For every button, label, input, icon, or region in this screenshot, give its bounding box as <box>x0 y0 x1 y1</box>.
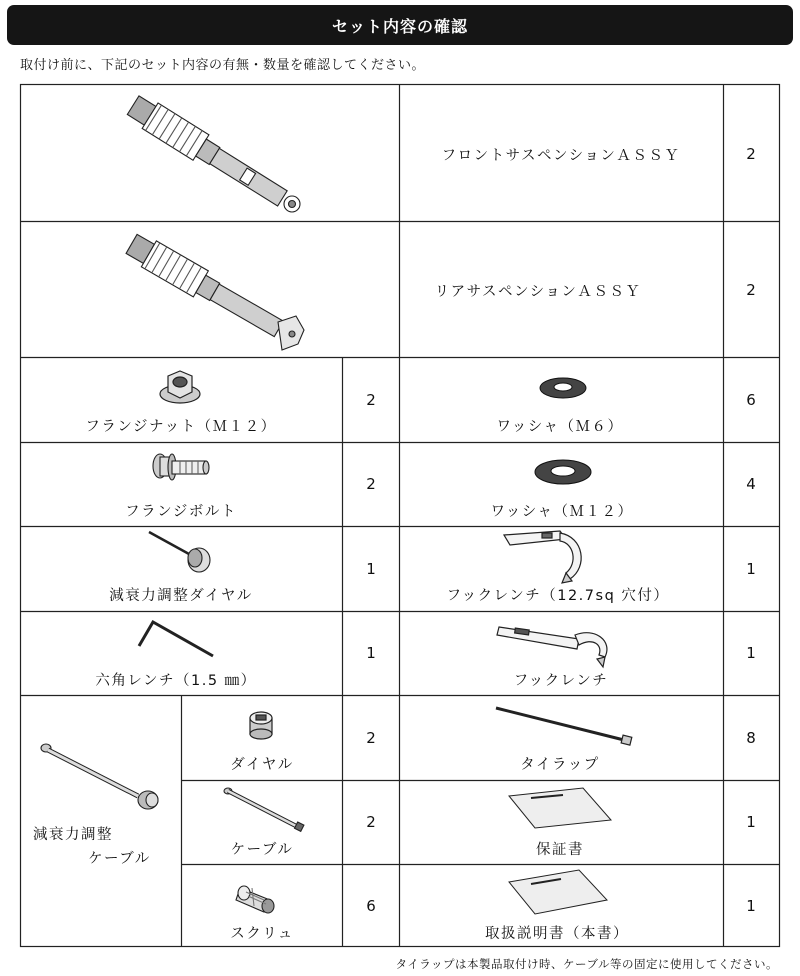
hook-wrench-icon <box>495 617 615 669</box>
item-name: ダイヤル <box>230 757 294 773</box>
item-qty: 2 <box>366 391 376 409</box>
item-name: 減衰力調整ダイヤル <box>109 588 253 604</box>
item-qty: 1 <box>366 644 376 662</box>
item-name: フロントサスペンションＡＳＳＹ <box>441 148 681 164</box>
item-qty: 1 <box>746 813 756 831</box>
item-name: ワッシャ（Ｍ１２） <box>490 504 634 520</box>
screw-icon <box>234 880 284 916</box>
item-qty: 2 <box>746 281 756 299</box>
item-name: フックレンチ <box>513 673 609 689</box>
item-name: 保証書 <box>536 842 584 858</box>
item-qty: 2 <box>366 813 376 831</box>
item-qty: 2 <box>746 145 756 163</box>
flange-nut-icon <box>158 368 202 406</box>
dial-knob-icon <box>245 706 277 740</box>
front-suspension-icon <box>100 86 320 218</box>
tie-wrap-icon <box>492 702 642 750</box>
item-name: ケーブル <box>88 851 151 867</box>
cable-icon <box>220 785 310 833</box>
item-qty: 1 <box>746 644 756 662</box>
adjuster-dial-icon <box>145 528 215 574</box>
document-icon <box>505 868 611 916</box>
flange-bolt-icon <box>150 452 212 486</box>
hook-wrench-icon <box>500 527 590 585</box>
item-qty: 8 <box>746 729 756 747</box>
item-qty: 1 <box>366 560 376 578</box>
page-title: セット内容の確認 <box>7 5 793 45</box>
item-qty: 6 <box>746 391 756 409</box>
item-qty: 1 <box>746 560 756 578</box>
item-name: タイラップ <box>520 757 600 773</box>
document-icon <box>505 786 615 830</box>
item-name: フランジナット（Ｍ１２） <box>85 419 277 435</box>
item-name: 六角レンチ（1.5 ㎜） <box>95 673 257 689</box>
item-qty: 6 <box>366 897 376 915</box>
intro-text: 取付け前に、下記のセット内容の有無・数量を確認してください。 <box>20 58 426 73</box>
item-name: 取扱説明書（本書） <box>485 926 629 942</box>
washer-icon <box>538 376 588 400</box>
item-qty: 4 <box>746 475 756 493</box>
hex-wrench-icon <box>135 616 217 660</box>
item-qty: 2 <box>366 729 376 747</box>
item-name: 減衰力調整 <box>33 827 113 843</box>
item-name: フランジボルト <box>125 504 237 520</box>
item-name: ワッシャ（Ｍ６） <box>496 419 624 435</box>
item-name: フックレンチ（12.7sq 穴付） <box>446 588 670 604</box>
rear-suspension-icon <box>100 224 320 354</box>
item-qty: 1 <box>746 897 756 915</box>
item-name: ケーブル <box>230 842 294 858</box>
item-name: リアサスペンションＡＳＳＹ <box>434 284 642 300</box>
item-name: スクリュ <box>230 926 294 942</box>
washer-icon <box>533 457 593 487</box>
item-qty: 2 <box>366 475 376 493</box>
adjuster-cable-icon <box>38 742 164 810</box>
footnote: タイラップは本製品取付け時、ケーブル等の固定に使用してください。 <box>395 957 778 971</box>
